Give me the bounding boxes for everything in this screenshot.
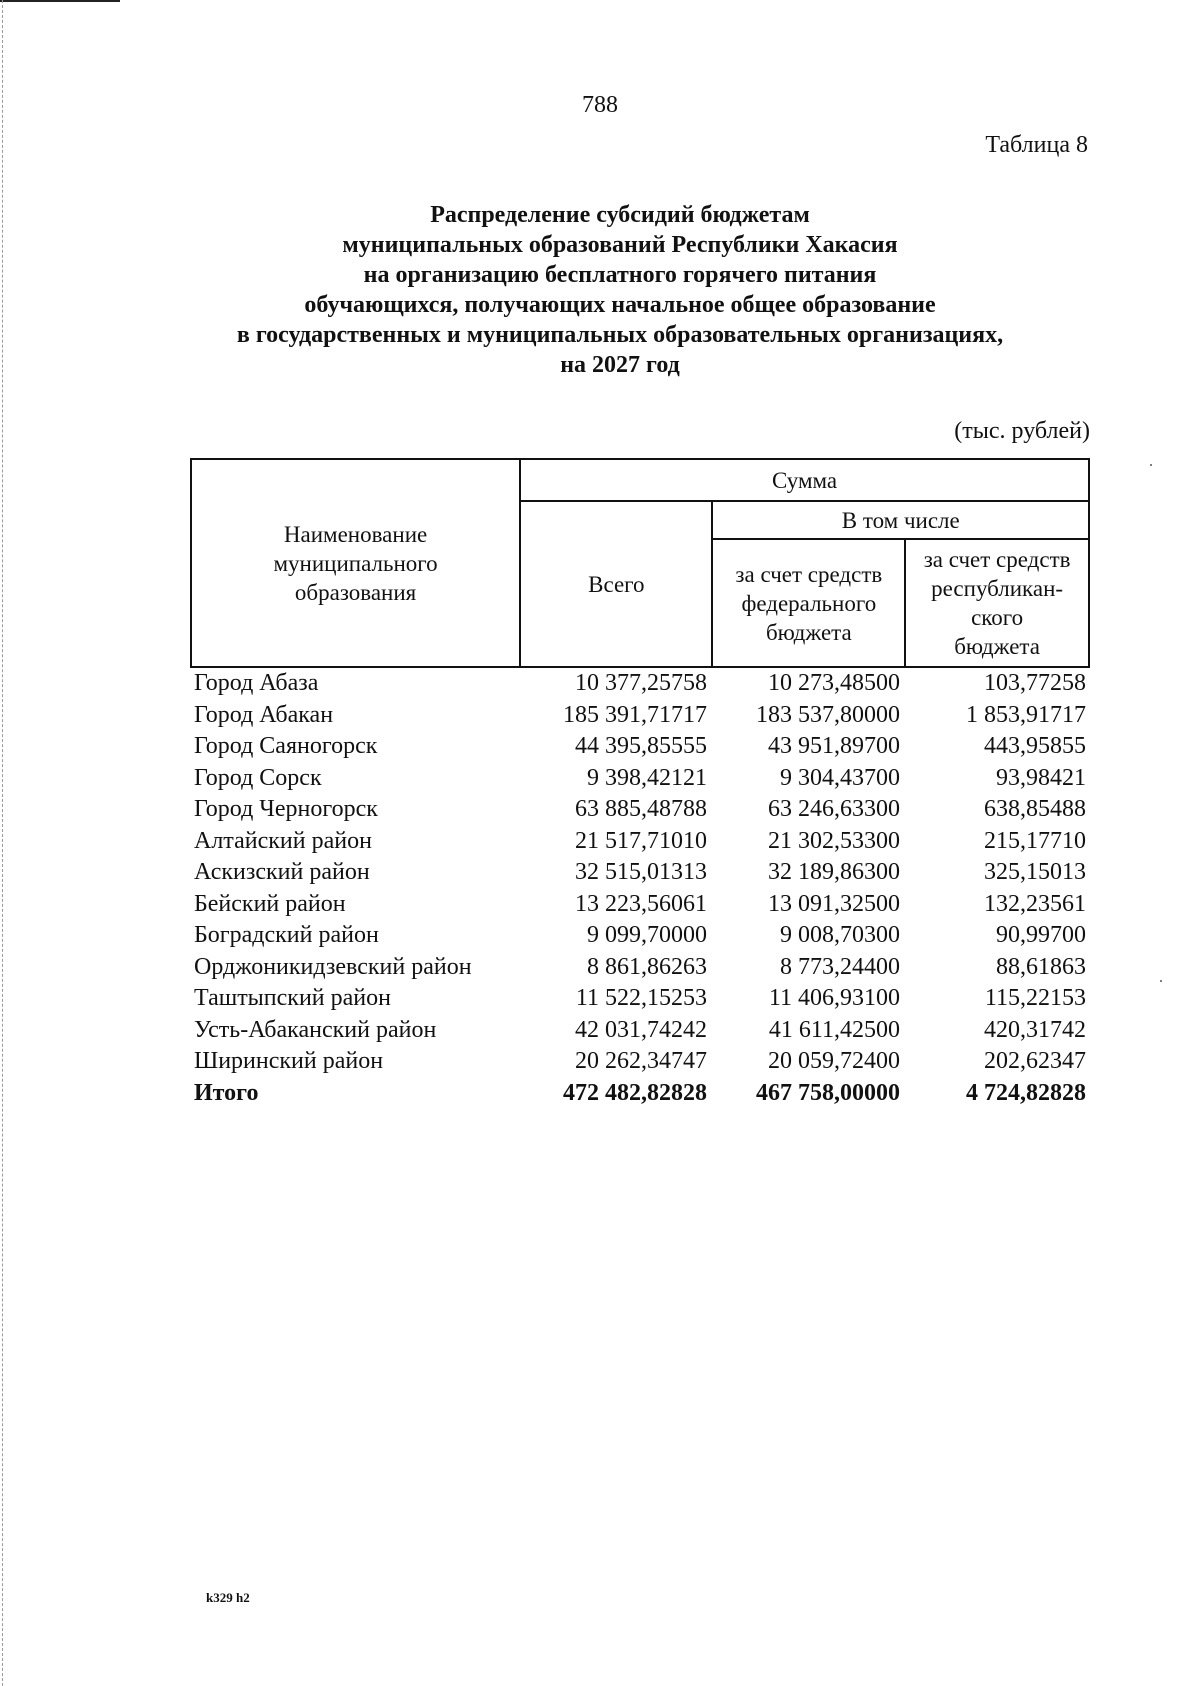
title-line: в государственных и муниципальных образовательных организациях, [236, 322, 1004, 348]
federal-cell: 21 302,53300 [768, 827, 900, 854]
total-cell: 8 861,86263 [587, 953, 707, 980]
municipality-cell: Город Сорск [194, 764, 322, 791]
total-cell: 11 522,15253 [575, 985, 707, 1011]
federal-cell: 43 951,89700 [768, 733, 900, 759]
header-republic: за счет средств республикан- ского бюджета [905, 539, 1089, 667]
total-cell: 44 395,85555 [575, 733, 707, 759]
federal-cell: 9 304,43700 [780, 764, 900, 791]
republic-cell: 115,22153 [984, 985, 1086, 1011]
table-row [190, 700, 1090, 732]
total-cell: 9 398,42121 [587, 764, 707, 791]
table-row [190, 857, 1090, 889]
scan-speck [1150, 464, 1152, 466]
header-sum: Сумма [520, 459, 1089, 501]
municipality-cell: Город Саяногорск [194, 733, 378, 759]
title-line: на организацию бесплатного горячего питания [363, 262, 877, 288]
federal-cell: 63 246,63300 [768, 796, 900, 822]
municipality-cell: Итого [194, 1079, 259, 1106]
municipality-cell: Город Абакан [194, 701, 334, 728]
page-number: 788 [582, 92, 618, 118]
republic-cell: 443,95855 [984, 733, 1086, 759]
republic-cell: 4 724,82828 [966, 1079, 1086, 1106]
table-body [190, 668, 1090, 1109]
document-title [140, 200, 1100, 380]
municipality-cell: Таштыпский район [194, 985, 391, 1011]
table-row [190, 763, 1090, 795]
header-total: Всего [520, 501, 712, 667]
total-cell: 63 885,48788 [575, 796, 707, 822]
title-line: муниципальных образований Республики Хакасия [342, 232, 898, 258]
federal-cell: 9 008,70300 [780, 922, 900, 948]
table-total-row [190, 1078, 1090, 1110]
total-cell: 13 223,56061 [575, 890, 707, 917]
scan-edge-top [0, 0, 120, 2]
federal-cell: 183 537,80000 [756, 701, 900, 728]
total-cell: 472 482,82828 [563, 1079, 707, 1106]
table-row [190, 668, 1090, 700]
republic-cell: 88,61863 [996, 953, 1086, 980]
federal-cell: 467 758,00000 [756, 1079, 900, 1106]
scan-speck [1160, 980, 1162, 982]
municipality-cell: Аскизский район [194, 859, 370, 885]
table-row [190, 889, 1090, 921]
table-row [190, 920, 1090, 952]
municipality-cell: Ширинский район [194, 1048, 384, 1074]
municipality-cell: Город Черногорск [194, 796, 378, 822]
header-including: В том числе [712, 501, 1089, 539]
republic-cell: 638,85488 [984, 796, 1086, 822]
units-label: (тыс. рублей) [954, 418, 1090, 444]
federal-cell: 32 189,86300 [768, 859, 900, 885]
table-row [190, 1046, 1090, 1078]
total-cell: 9 099,70000 [587, 922, 707, 948]
title-line: на 2027 год [560, 352, 680, 378]
municipality-cell: Алтайский район [194, 827, 372, 854]
municipality-cell: Усть-Абаканский район [194, 1016, 437, 1043]
federal-cell: 10 273,48500 [768, 670, 900, 696]
municipality-cell: Город Абаза [194, 670, 319, 696]
table-header [190, 458, 1090, 668]
federal-cell: 11 406,93100 [768, 985, 900, 1011]
municipality-cell: Бейский район [194, 890, 346, 917]
republic-cell: 202,62347 [984, 1048, 1086, 1074]
table-row [190, 731, 1090, 763]
table-row [190, 952, 1090, 984]
republic-cell: 132,23561 [984, 890, 1086, 917]
total-cell: 20 262,34747 [575, 1048, 707, 1074]
table-row [190, 1015, 1090, 1047]
table-row [190, 794, 1090, 826]
municipality-cell: Боградский район [194, 922, 379, 948]
total-cell: 21 517,71010 [575, 827, 707, 854]
republic-cell: 325,15013 [984, 859, 1086, 885]
republic-cell: 93,98421 [996, 764, 1086, 791]
federal-cell: 20 059,72400 [768, 1048, 900, 1074]
federal-cell: 41 611,42500 [768, 1016, 900, 1043]
republic-cell: 215,17710 [984, 827, 1086, 854]
total-cell: 10 377,25758 [575, 670, 707, 696]
republic-cell: 90,99700 [996, 922, 1086, 948]
federal-cell: 13 091,32500 [768, 890, 900, 917]
footer-code: k329 h2 [206, 1590, 250, 1605]
municipality-cell: Орджоникидзевский район [194, 953, 472, 980]
table-label: Таблица 8 [985, 132, 1088, 158]
header-federal: за счет средств федерального бюджета [712, 539, 905, 667]
title-line: Распределение субсидий бюджетам [430, 202, 810, 228]
header-municipality: Наименование муниципального образования [191, 459, 520, 667]
total-cell: 32 515,01313 [575, 859, 707, 885]
title-line: обучающихся, получающих начальное общее образование [304, 292, 936, 318]
scan-edge-left [2, 0, 4, 1686]
table-row [190, 826, 1090, 858]
table-row [190, 983, 1090, 1015]
total-cell: 185 391,71717 [563, 701, 707, 728]
republic-cell: 103,77258 [984, 670, 1086, 696]
total-cell: 42 031,74242 [575, 1016, 707, 1043]
republic-cell: 420,31742 [984, 1016, 1086, 1043]
republic-cell: 1 853,91717 [966, 701, 1086, 728]
federal-cell: 8 773,24400 [780, 953, 900, 980]
